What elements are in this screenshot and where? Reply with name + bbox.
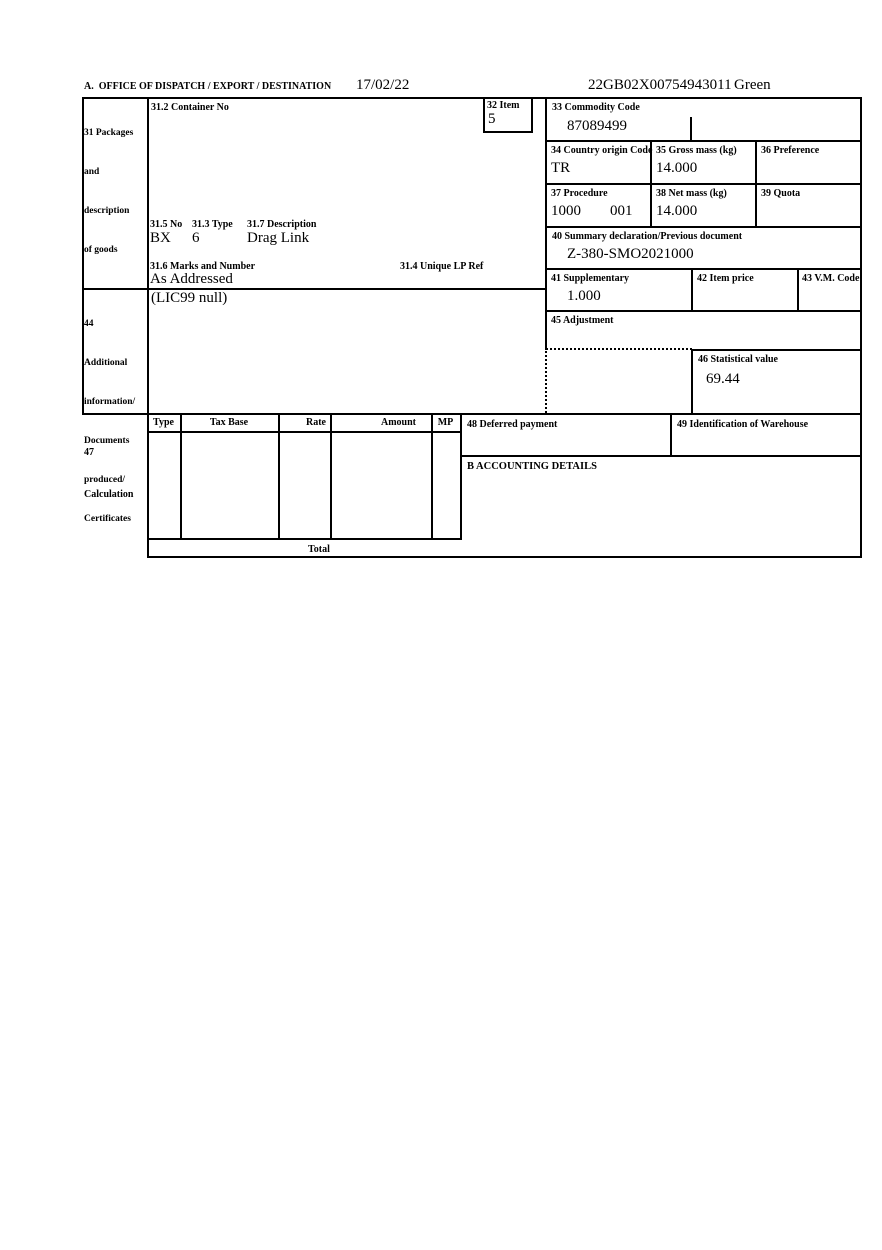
border-line (797, 268, 799, 310)
border-line (483, 97, 485, 133)
border-line (545, 268, 862, 270)
summary-declaration-value: Z-380-SMO2021000 (567, 246, 694, 262)
packages-no-value: BX (150, 230, 171, 246)
goods-description-label: 31.7 Description (247, 219, 317, 230)
border-line (545, 183, 862, 185)
accounting-details-label: B ACCOUNTING DETAILS (467, 461, 597, 472)
border-line (147, 97, 149, 558)
vm-code-label: 43 V.M. Code (802, 273, 860, 284)
supplementary-label: 41 Supplementary (551, 273, 630, 284)
border-line (278, 413, 280, 540)
calc-header-amount: Amount (380, 417, 416, 428)
box44-label-line: 44 (84, 319, 94, 329)
commodity-code-label: 33 Commodity Code (552, 102, 640, 113)
warehouse-id-label: 49 Identification of Warehouse (677, 419, 809, 430)
box44-label-line: Additional (84, 358, 128, 368)
marks-number-label: 31.6 Marks and Number (150, 261, 256, 272)
packages-no-label: 31.5 No (150, 219, 183, 230)
gross-mass-label: 35 Gross mass (kg) (656, 145, 737, 156)
border-line (691, 349, 693, 413)
border-line (147, 431, 462, 433)
item-number-value: 5 (488, 111, 496, 127)
box44-label-line: Certificates (84, 514, 131, 524)
box31-label-line: description (84, 206, 130, 216)
goods-description-value: Drag Link (247, 230, 310, 246)
box-a-title: A. OFFICE OF DISPATCH / EXPORT / DESTINATION (84, 81, 332, 92)
net-mass-label: 38 Net mass (kg) (656, 188, 727, 199)
box47-label-line: 47 (84, 447, 94, 458)
dispatch-date: 17/02/22 (356, 77, 410, 93)
dotted-border-line (546, 348, 692, 350)
statistical-value-value: 69.44 (706, 371, 740, 387)
calc-total-label: Total (308, 544, 330, 555)
box47-label-line: Calculation (84, 489, 134, 500)
box31-label-line: of goods (84, 245, 118, 255)
border-line (82, 97, 862, 99)
quota-label: 39 Quota (761, 188, 801, 199)
preference-label: 36 Preference (761, 145, 820, 156)
border-line (691, 349, 862, 351)
procedure-value-1: 1000 (551, 203, 581, 219)
border-line (545, 226, 862, 228)
border-line (860, 97, 862, 558)
movement-reference-number: 22GB02X00754943011 (588, 77, 732, 93)
border-line (180, 413, 182, 540)
border-line (460, 455, 862, 457)
box47-label (84, 418, 133, 530)
procedure-value-2: 001 (610, 203, 633, 219)
country-origin-label: 34 Country origin Code (551, 145, 653, 156)
box31-label-line: 31 Packages (84, 128, 134, 138)
packages-type-label: 31.3 Type (192, 219, 233, 230)
border-line (82, 413, 862, 415)
box31-label-line: and (84, 167, 100, 177)
dotted-border-line (545, 348, 547, 413)
border-line (460, 413, 462, 540)
supplementary-value: 1.000 (567, 288, 601, 304)
calc-header-tax-base: Tax Base (209, 417, 249, 428)
border-line (483, 131, 533, 133)
statistical-value-label: 46 Statistical value (698, 354, 778, 365)
box44-label-line: information/ (84, 397, 136, 407)
gross-mass-value: 14.000 (656, 160, 698, 176)
marks-number-value: As Addressed (150, 271, 233, 287)
box31-label (84, 101, 133, 283)
routing-status: Green (734, 77, 771, 93)
commodity-code-divider (690, 117, 692, 140)
border-line (691, 268, 693, 310)
commodity-code-value: 87089499 (567, 118, 627, 134)
packages-type-value: 6 (192, 230, 200, 246)
calc-header-mp: MP (437, 417, 454, 428)
border-line (431, 413, 433, 540)
box44-label-line: Documents (84, 436, 130, 446)
box44-value: (LIC99 null) (151, 290, 228, 306)
deferred-payment-label: 48 Deferred payment (467, 419, 558, 430)
border-line (147, 556, 862, 558)
box44-label-line: produced/ (84, 475, 126, 485)
unique-lp-ref-label: 31.4 Unique LP Ref (400, 261, 484, 272)
container-no-label: 31.2 Container No (151, 102, 229, 113)
net-mass-value: 14.000 (656, 203, 698, 219)
border-line (330, 413, 332, 540)
summary-declaration-label: 40 Summary declaration/Previous document (552, 231, 743, 242)
calc-header-type: Type (153, 417, 174, 428)
border-line (545, 97, 547, 350)
item-price-label: 42 Item price (697, 273, 754, 284)
border-line (531, 97, 533, 133)
procedure-label: 37 Procedure (551, 188, 608, 199)
item-number-label: 32 Item (487, 100, 520, 111)
border-line (670, 413, 672, 457)
border-line (147, 538, 462, 540)
country-origin-value: TR (551, 160, 571, 176)
adjustment-label: 45 Adjustment (551, 315, 614, 326)
border-line (545, 140, 862, 142)
calc-header-rate: Rate (306, 417, 326, 428)
border-line (545, 310, 862, 312)
border-line (755, 140, 757, 226)
